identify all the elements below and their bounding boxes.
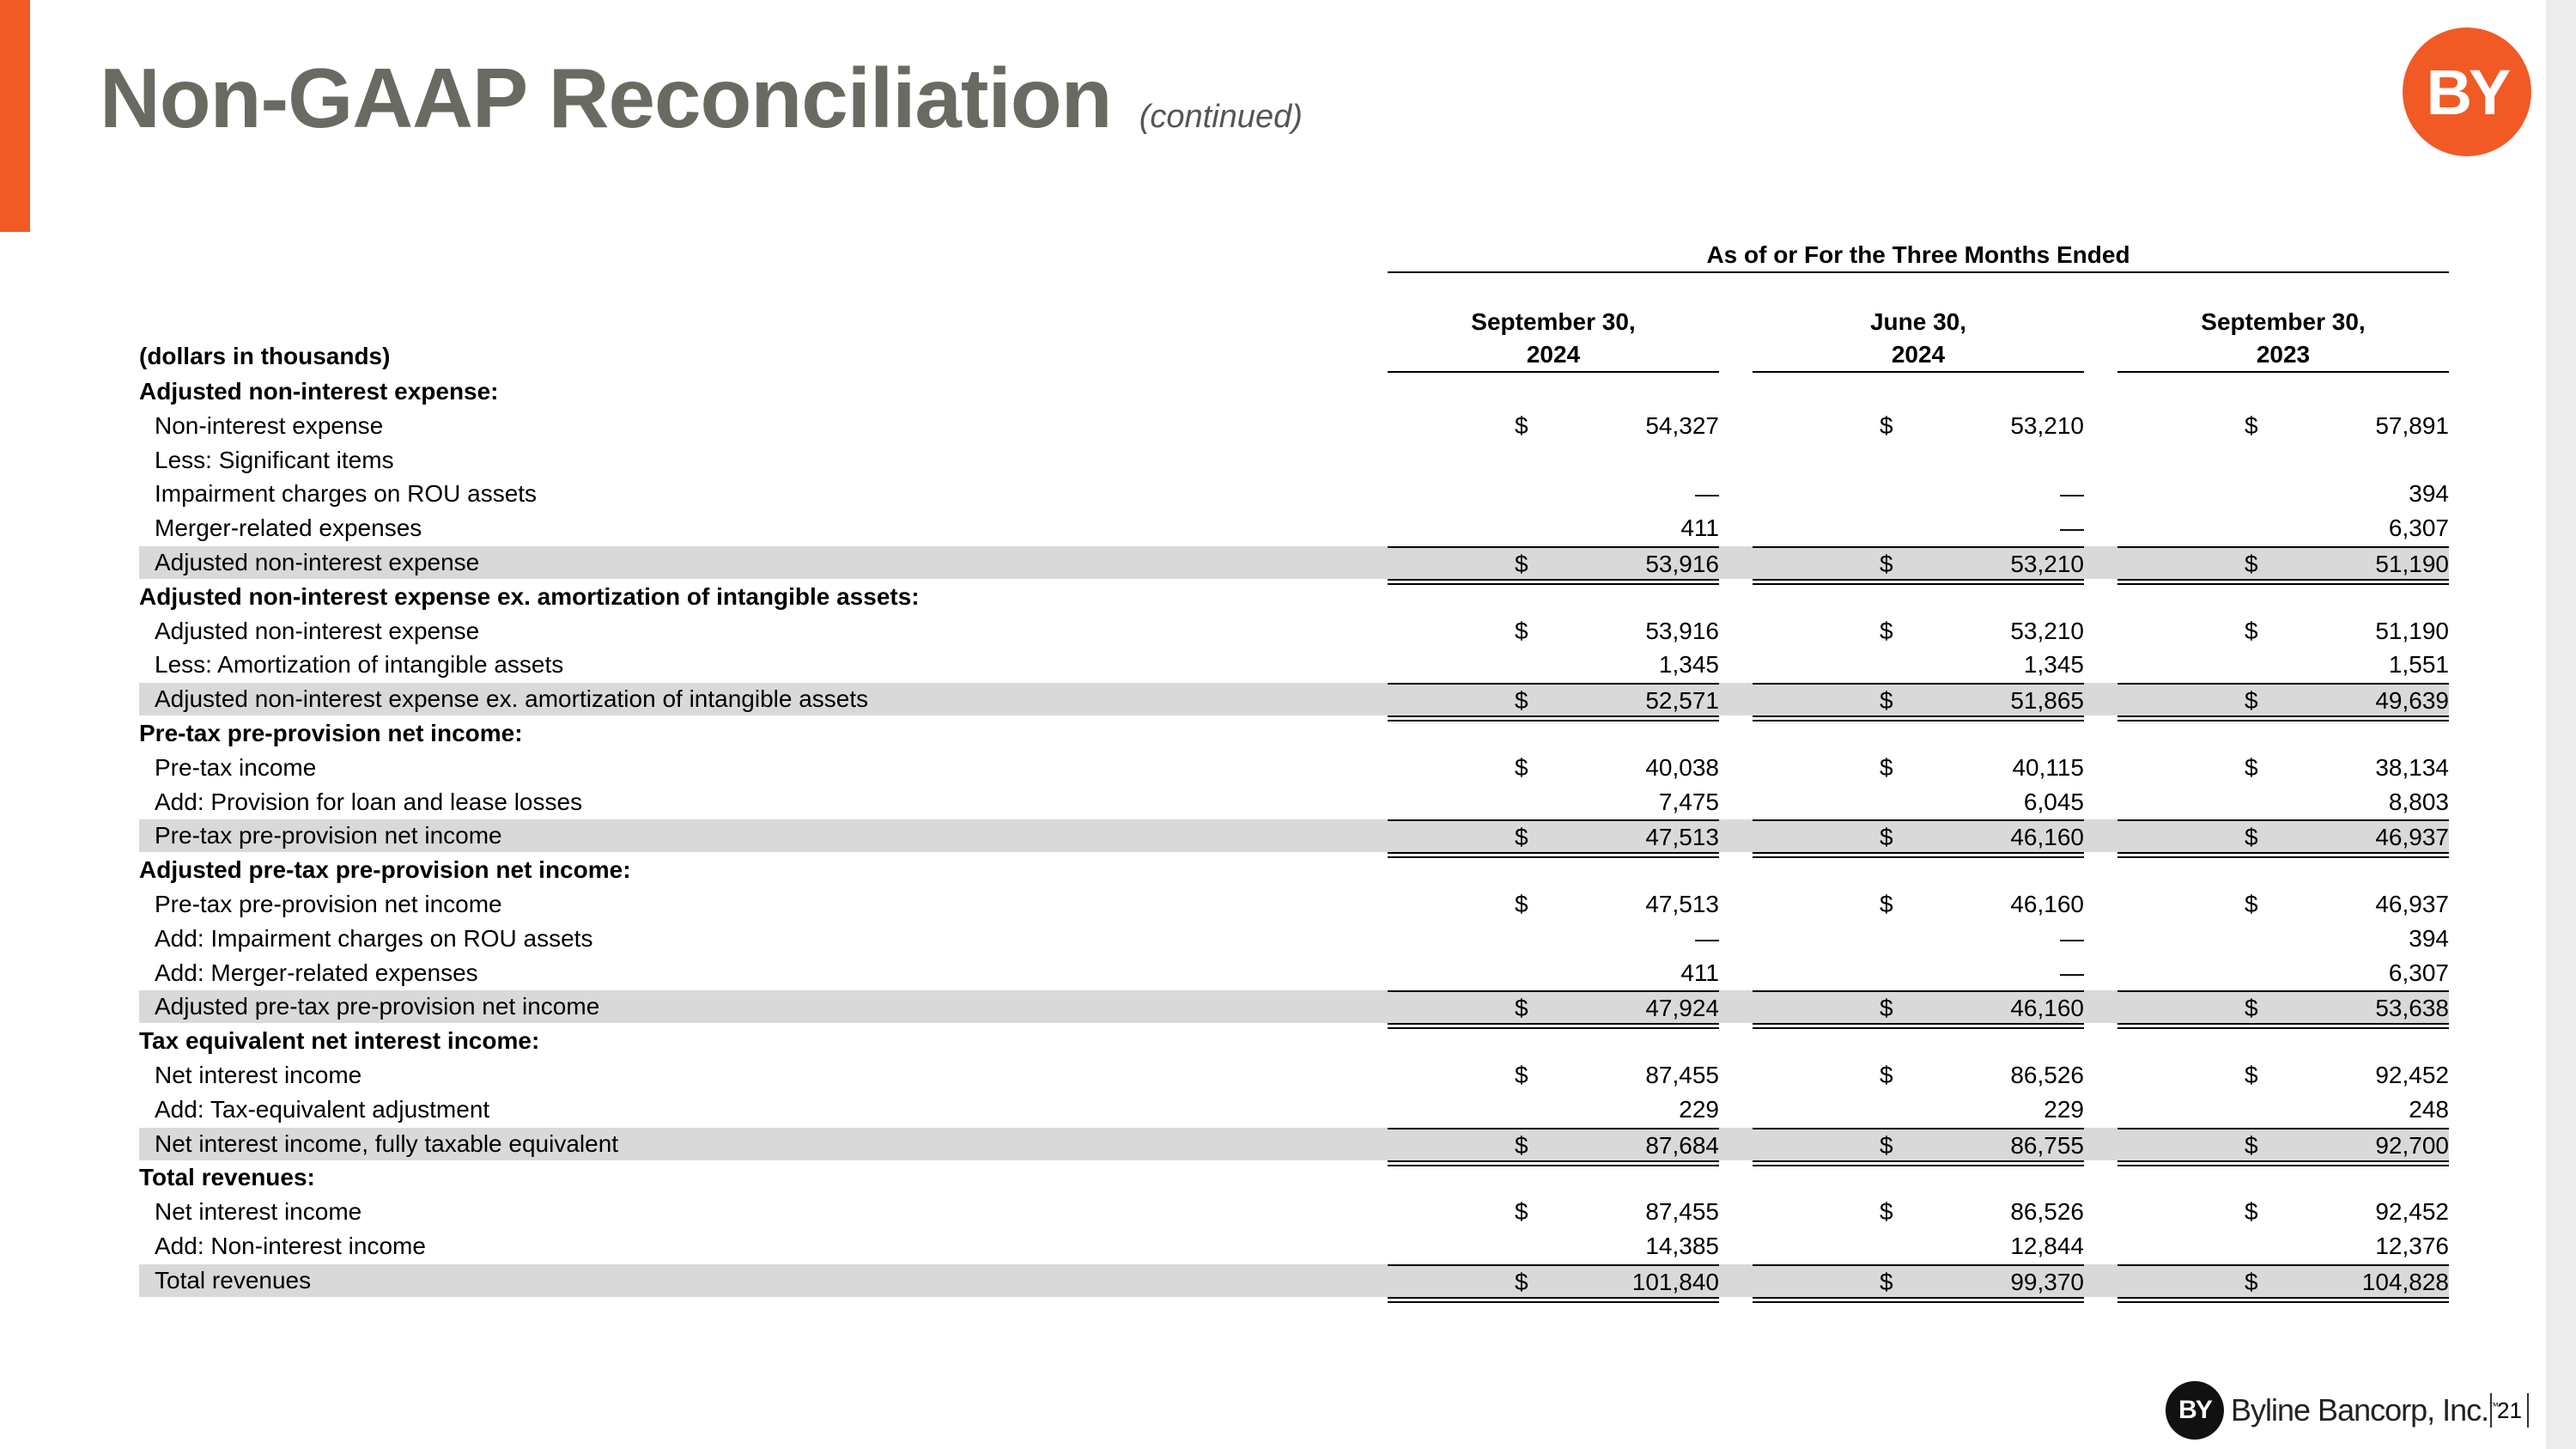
currency-symbol: $ <box>1880 824 1893 850</box>
cell-value: 46,937 <box>2375 824 2449 850</box>
currency-symbol: $ <box>1880 754 1893 781</box>
row-label: Pre-tax pre-provision net income: <box>139 720 523 746</box>
value-cell <box>1753 478 2084 510</box>
value-cell <box>2117 478 2449 510</box>
value-cell <box>1388 615 1719 648</box>
column-header-line2: 2024 <box>1891 341 1946 368</box>
cell-value: 6,045 <box>2023 788 2084 815</box>
cell-value: 394 <box>2409 925 2449 952</box>
currency-symbol: $ <box>1880 891 1893 917</box>
currency-symbol: $ <box>1515 1198 1528 1225</box>
cell-value: 12,844 <box>2010 1233 2084 1259</box>
section-heading <box>139 717 2449 750</box>
row-label: Adjusted non-interest expense <box>155 618 480 644</box>
value-cell <box>1388 1128 1719 1160</box>
cell-value: — <box>2060 480 2084 507</box>
row-label: Add: Impairment charges on ROU assets <box>155 925 593 952</box>
total-row <box>139 546 2449 579</box>
currency-symbol: $ <box>1515 995 1528 1021</box>
value-cell <box>2117 1059 2449 1092</box>
cell-value: 54,327 <box>1645 412 1719 439</box>
row-label: Adjusted non-interest expense ex. amortization of intangible assets <box>155 685 869 712</box>
cell-value: 57,891 <box>2375 412 2449 439</box>
row-label: Pre-tax pre-provision net income <box>155 891 502 917</box>
value-cell <box>1753 1128 2084 1160</box>
table-row <box>139 410 2449 442</box>
value-cell <box>1753 1093 2084 1126</box>
column-header-line2: 2023 <box>2256 341 2311 368</box>
currency-symbol: $ <box>1515 618 1528 644</box>
cell-value: 87,455 <box>1645 1198 1719 1225</box>
accent-bar <box>0 0 30 232</box>
cell-value: 49,639 <box>2375 687 2449 714</box>
value-cell <box>2117 615 2449 648</box>
value-cell <box>1388 1093 1719 1126</box>
row-label: Non-interest expense <box>155 412 384 439</box>
value-cell <box>1388 819 1719 852</box>
row-label: Net interest income <box>155 1062 362 1088</box>
currency-symbol: $ <box>1880 1132 1893 1159</box>
row-label: Pre-tax income <box>155 754 317 781</box>
currency-symbol: $ <box>2245 1269 2258 1295</box>
currency-symbol: $ <box>1515 1269 1528 1295</box>
currency-symbol: $ <box>1880 995 1893 1021</box>
value-cell <box>1388 478 1719 510</box>
row-label: Add: Provision for loan and lease losses <box>155 788 583 815</box>
row-label: Impairment charges on ROU assets <box>155 480 538 507</box>
cell-value: 46,160 <box>2010 824 2084 850</box>
currency-symbol: $ <box>2245 551 2258 577</box>
table-row <box>139 648 2449 681</box>
side-strip <box>2546 0 2576 1449</box>
value-cell <box>2117 683 2449 715</box>
cell-value: 47,513 <box>1645 824 1719 850</box>
cell-value: 1,551 <box>2388 651 2449 678</box>
value-cell <box>1753 888 2084 921</box>
value-cell <box>2117 546 2449 579</box>
row-label: Less: Amortization of intangible assets <box>155 651 564 678</box>
column-header <box>1753 306 2084 373</box>
value-cell <box>2117 990 2449 1023</box>
value-cell <box>1388 752 1719 784</box>
row-label: Net interest income, fully taxable equivalent <box>155 1130 619 1157</box>
row-label: Tax equivalent net interest income: <box>139 1027 540 1054</box>
cell-value: 46,160 <box>2010 995 2084 1021</box>
cell-value: 92,700 <box>2375 1132 2449 1159</box>
cell-value: 40,115 <box>2012 754 2084 781</box>
cell-value: 53,916 <box>1645 618 1719 644</box>
row-label: Net interest income <box>155 1198 362 1225</box>
row-label: Adjusted pre-tax pre-provision net income <box>155 993 600 1020</box>
value-cell <box>1753 819 2084 852</box>
currency-symbol: $ <box>1515 824 1528 850</box>
table-row <box>139 512 2449 545</box>
cell-value: 14,385 <box>1645 1233 1719 1259</box>
cell-value: 92,452 <box>2375 1198 2449 1225</box>
currency-symbol: $ <box>2245 824 2258 850</box>
currency-symbol: $ <box>1515 754 1528 781</box>
cell-value: 1,345 <box>2023 651 2084 678</box>
value-cell <box>2117 1264 2449 1297</box>
currency-symbol: $ <box>1880 1198 1893 1225</box>
cell-value: — <box>1695 925 1719 952</box>
cell-value: 248 <box>2409 1096 2449 1123</box>
table-row <box>139 1059 2449 1092</box>
value-cell <box>1753 990 2084 1023</box>
company-name-text: Byline Bancorp, Inc. <box>2231 1392 2489 1428</box>
value-cell <box>1753 648 2084 681</box>
cell-value: 52,571 <box>1645 687 1719 714</box>
currency-symbol: $ <box>2245 687 2258 714</box>
row-label: Add: Non-interest income <box>155 1233 426 1259</box>
value-cell <box>2117 786 2449 819</box>
value-cell <box>1753 922 2084 955</box>
table-row <box>139 1196 2449 1228</box>
total-row <box>139 1264 2449 1297</box>
value-cell <box>1388 1059 1719 1092</box>
currency-symbol: $ <box>2245 1062 2258 1088</box>
table-row <box>139 1093 2449 1126</box>
cell-value: 6,307 <box>2388 514 2449 541</box>
value-cell <box>2117 957 2449 989</box>
value-cell <box>2117 1230 2449 1263</box>
value-cell <box>2117 888 2449 921</box>
value-cell <box>1388 683 1719 715</box>
currency-symbol: $ <box>1880 687 1893 714</box>
cell-value: 8,803 <box>2388 788 2449 815</box>
footer-company-name <box>2231 1392 2498 1428</box>
currency-symbol: $ <box>1880 551 1893 577</box>
section-heading <box>139 854 2449 886</box>
row-label: Adjusted non-interest expense <box>155 549 480 575</box>
column-header-line2: 2024 <box>1526 341 1581 368</box>
value-cell <box>2117 922 2449 955</box>
value-cell <box>1753 1059 2084 1092</box>
cell-value: — <box>1695 480 1719 507</box>
row-label: Total revenues: <box>139 1164 315 1190</box>
value-cell <box>1753 546 2084 579</box>
cell-value: 7,475 <box>1658 788 1719 815</box>
currency-symbol: $ <box>2245 754 2258 781</box>
row-label: Pre-tax pre-provision net income <box>155 822 502 849</box>
page-title <box>100 50 1303 147</box>
cell-value: 87,684 <box>1645 1132 1719 1159</box>
column-header <box>2117 306 2449 373</box>
currency-symbol: $ <box>2245 618 2258 644</box>
trademark-mark: ™ <box>2488 1400 2499 1412</box>
currency-symbol: $ <box>1880 1062 1893 1088</box>
value-cell <box>2117 1196 2449 1228</box>
cell-value: 92,452 <box>2375 1062 2449 1088</box>
value-cell <box>2117 1128 2449 1160</box>
value-cell <box>1388 1196 1719 1228</box>
currency-symbol: $ <box>1515 1132 1528 1159</box>
row-label: Merger-related expenses <box>155 514 422 541</box>
value-cell <box>1753 615 2084 648</box>
cell-value: 6,307 <box>2388 959 2449 986</box>
cell-value: 99,370 <box>2010 1269 2084 1295</box>
total-row <box>139 990 2449 1023</box>
cell-value: 51,190 <box>2375 551 2449 577</box>
table-row <box>139 444 2449 477</box>
currency-symbol: $ <box>1515 891 1528 917</box>
value-cell <box>1388 1230 1719 1263</box>
currency-symbol: $ <box>2245 412 2258 439</box>
value-cell <box>2117 648 2449 681</box>
cell-value: 53,210 <box>2010 618 2084 644</box>
period-header: As of or For the Three Months Ended <box>1388 239 2449 273</box>
cell-value: 47,513 <box>1645 891 1719 917</box>
cell-value: 394 <box>2409 480 2449 507</box>
value-cell <box>1753 683 2084 715</box>
cell-value: 86,526 <box>2010 1062 2084 1088</box>
value-cell <box>2117 1093 2449 1126</box>
table-row <box>139 957 2449 989</box>
cell-value: 229 <box>2044 1096 2084 1123</box>
cell-value: 86,755 <box>2010 1132 2084 1159</box>
section-heading <box>139 1025 2449 1057</box>
value-cell <box>2117 819 2449 852</box>
row-label: Adjusted pre-tax pre-provision net income: <box>139 856 631 883</box>
table-row <box>139 1230 2449 1263</box>
cell-value: 53,638 <box>2375 995 2449 1021</box>
value-cell <box>2117 752 2449 784</box>
cell-value: — <box>2060 514 2084 541</box>
total-row <box>139 683 2449 715</box>
cell-value: — <box>2060 959 2084 986</box>
units-label: (dollars in thousands) <box>139 343 391 369</box>
cell-value: 229 <box>1679 1096 1719 1123</box>
cell-value: 40,038 <box>1645 754 1719 781</box>
value-cell <box>1388 648 1719 681</box>
value-cell <box>1388 957 1719 989</box>
currency-symbol: $ <box>1515 687 1528 714</box>
column-header <box>1388 306 1719 373</box>
cell-value: 51,190 <box>2375 618 2449 644</box>
value-cell <box>1753 752 2084 784</box>
value-cell <box>1388 786 1719 819</box>
footer-logo <box>2166 1380 2498 1440</box>
total-row <box>139 819 2449 852</box>
currency-symbol: $ <box>1515 1062 1528 1088</box>
table-row <box>139 922 2449 955</box>
section-heading <box>139 581 2449 613</box>
cell-value: 53,916 <box>1645 551 1719 577</box>
value-cell <box>1388 1264 1719 1297</box>
column-header-line1: September 30, <box>1471 308 1636 335</box>
cell-value: 12,376 <box>2375 1233 2449 1259</box>
cell-value: 1,345 <box>1658 651 1719 678</box>
page-subtitle: (continued) <box>1139 99 1303 135</box>
value-cell <box>2117 512 2449 545</box>
currency-symbol: $ <box>2245 995 2258 1021</box>
table-row <box>139 752 2449 784</box>
value-cell <box>1388 888 1719 921</box>
row-label: Less: Significant items <box>155 447 394 473</box>
currency-symbol: $ <box>1515 551 1528 577</box>
cell-value: — <box>2060 925 2084 952</box>
table-row <box>139 615 2449 648</box>
row-label: Total revenues <box>155 1267 312 1294</box>
row-label: Add: Merger-related expenses <box>155 959 478 986</box>
value-cell <box>1753 512 2084 545</box>
value-cell <box>1753 957 2084 989</box>
value-cell <box>1753 1196 2084 1228</box>
page-title-text: Non-GAAP Reconciliation <box>100 51 1112 145</box>
cell-value: 411 <box>1680 514 1719 541</box>
row-label: Add: Tax-equivalent adjustment <box>155 1096 490 1123</box>
cell-value: 86,526 <box>2010 1198 2084 1225</box>
value-cell <box>2117 410 2449 442</box>
column-header-line1: June 30, <box>1869 308 1967 335</box>
footer-logo-icon: BY <box>2166 1381 2224 1440</box>
company-logo-icon: BY <box>2403 27 2531 156</box>
cell-value: 47,924 <box>1645 995 1719 1021</box>
cell-value: 46,937 <box>2375 891 2449 917</box>
row-label: Adjusted non-interest expense: <box>139 378 499 405</box>
table-row <box>139 478 2449 510</box>
row-label: Adjusted non-interest expense ex. amortization of intangible assets: <box>139 583 920 610</box>
table-row <box>139 786 2449 819</box>
value-cell <box>1388 990 1719 1023</box>
cell-value: 104,828 <box>2361 1269 2449 1295</box>
value-cell <box>1388 922 1719 955</box>
currency-symbol: $ <box>1515 412 1528 439</box>
value-cell <box>1388 512 1719 545</box>
currency-symbol: $ <box>2245 1132 2258 1159</box>
cell-value: 46,160 <box>2010 891 2084 917</box>
currency-symbol: $ <box>1880 618 1893 644</box>
currency-symbol: $ <box>2245 1198 2258 1225</box>
column-header-line1: September 30, <box>2201 308 2366 335</box>
cell-value: 87,455 <box>1645 1062 1719 1088</box>
page-number: 21 <box>2490 1393 2529 1428</box>
value-cell <box>1753 1230 2084 1263</box>
currency-symbol: $ <box>2245 891 2258 917</box>
currency-symbol: $ <box>1880 412 1893 439</box>
value-cell <box>1753 410 2084 442</box>
value-cell <box>1753 1264 2084 1297</box>
cell-value: 53,210 <box>2010 551 2084 577</box>
value-cell <box>1388 546 1719 579</box>
section-heading <box>139 375 2449 408</box>
cell-value: 101,840 <box>1631 1269 1719 1295</box>
cell-value: 38,134 <box>2375 754 2449 781</box>
cell-value: 411 <box>1680 959 1719 986</box>
value-cell <box>1753 786 2084 819</box>
section-heading <box>139 1161 2449 1194</box>
table-row <box>139 888 2449 921</box>
currency-symbol: $ <box>1880 1269 1893 1295</box>
cell-value: 51,865 <box>2010 687 2084 714</box>
value-cell <box>1388 410 1719 442</box>
total-row <box>139 1128 2449 1160</box>
cell-value: 53,210 <box>2010 412 2084 439</box>
